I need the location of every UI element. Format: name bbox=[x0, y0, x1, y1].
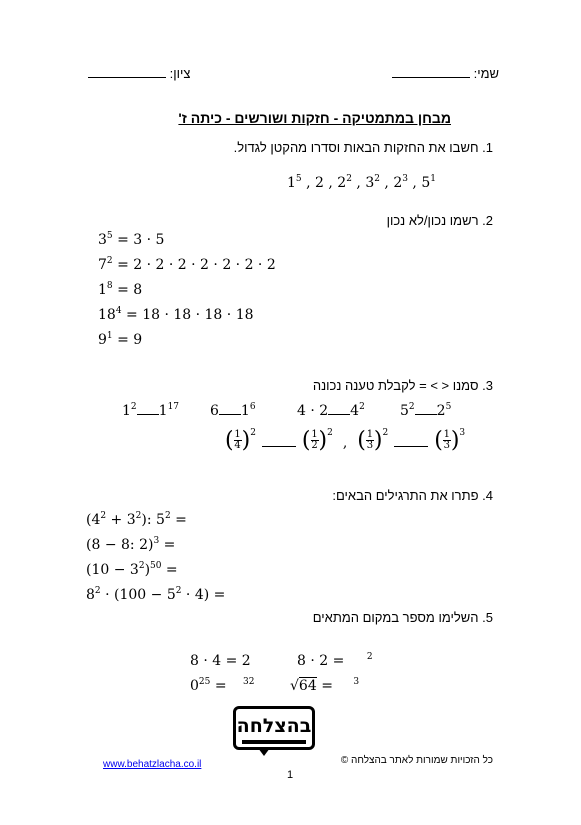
fraction bbox=[443, 430, 451, 451]
expr-part: · (100 − 5 bbox=[100, 587, 176, 603]
q1-item bbox=[421, 175, 436, 191]
q1-items bbox=[287, 175, 436, 191]
q5-line2b-rad: 64 bbox=[298, 678, 317, 694]
q2-row bbox=[98, 307, 254, 323]
q2-lhs bbox=[98, 332, 113, 348]
exponent: 5 bbox=[445, 402, 452, 412]
q2-lhs bbox=[98, 257, 113, 273]
q3-right bbox=[159, 403, 179, 419]
q2-lhs bbox=[98, 307, 122, 323]
q2-row bbox=[98, 257, 276, 273]
q2-rhs: = 2 · 2 · 2 · 2 · 2 · 2 · 2 bbox=[112, 257, 276, 273]
question-number: 4. bbox=[482, 488, 493, 503]
q2-row bbox=[98, 232, 164, 248]
base: 2 bbox=[393, 175, 403, 191]
question-1 bbox=[234, 140, 493, 155]
base: 1 bbox=[122, 403, 131, 419]
fraction-power bbox=[357, 428, 388, 453]
grade-field bbox=[88, 66, 190, 81]
question-text: השלימו מספר במקום המתאים bbox=[312, 610, 479, 625]
paren-open: ( bbox=[301, 428, 311, 453]
q1-item bbox=[365, 175, 380, 191]
expr-part: + 3 bbox=[106, 512, 136, 528]
q5-line2b-sup: 3 bbox=[353, 677, 360, 687]
equals: = bbox=[159, 537, 176, 553]
answer-blank[interactable] bbox=[137, 404, 159, 415]
q4-exercise bbox=[86, 512, 187, 528]
exponent: 2 bbox=[138, 561, 145, 571]
question-text: רשמו נכון/לא נכון bbox=[386, 213, 479, 228]
base: 4 · 2 bbox=[297, 403, 329, 419]
question-3 bbox=[313, 378, 493, 393]
exponent: 8 bbox=[106, 281, 113, 291]
paren-open: ( bbox=[434, 428, 443, 453]
question-number: 3. bbox=[482, 378, 493, 393]
exponent: 2 bbox=[382, 428, 389, 438]
q2-row bbox=[98, 332, 142, 348]
grade-label: ציון: bbox=[169, 66, 191, 81]
exponent: 2 bbox=[250, 428, 256, 438]
answer-blank[interactable] bbox=[328, 404, 350, 415]
q3-comparison bbox=[210, 403, 256, 419]
fraction-power bbox=[302, 428, 333, 453]
exponent: 2 bbox=[408, 402, 415, 412]
expr-part: · 4) bbox=[181, 587, 210, 603]
question-2 bbox=[387, 213, 493, 228]
q2-lhs bbox=[98, 282, 113, 298]
behatzlacha-logo bbox=[233, 706, 315, 750]
exponent: 1 bbox=[430, 174, 436, 184]
question-text: חשבו את החזקות הבאות וסדרו מהקטן לגדול. bbox=[233, 140, 479, 155]
q4-exercise bbox=[86, 562, 178, 578]
exponent: 50 bbox=[150, 561, 162, 571]
q2-lhs bbox=[98, 232, 113, 248]
numerator: 1 bbox=[234, 429, 241, 440]
fraction-power bbox=[225, 428, 256, 453]
paren-close: ) bbox=[318, 428, 328, 453]
logo-underline bbox=[242, 740, 306, 744]
q5-line1b bbox=[297, 653, 373, 669]
exponent: 2 bbox=[100, 511, 107, 521]
question-number: 2. bbox=[482, 213, 493, 228]
exponent: 3 bbox=[153, 536, 160, 546]
sqrt-symbol: √ bbox=[290, 678, 299, 694]
q5-line1b-sup: 2 bbox=[366, 652, 373, 662]
answer-blank[interactable] bbox=[262, 436, 296, 447]
exponent: 17 bbox=[167, 402, 180, 412]
footer-link-wrap bbox=[103, 755, 201, 770]
separator: , bbox=[323, 175, 338, 191]
fraction bbox=[234, 430, 242, 451]
expr-part: (10 − 3 bbox=[86, 562, 139, 578]
exponent: 2 bbox=[346, 174, 352, 184]
separator: , bbox=[407, 175, 422, 191]
paren-open: ( bbox=[357, 428, 366, 453]
base: 1 bbox=[287, 175, 296, 191]
name-blank[interactable] bbox=[392, 67, 470, 78]
exponent: 2 bbox=[359, 402, 365, 412]
base: 1 bbox=[240, 403, 250, 419]
denominator: 3 bbox=[443, 440, 450, 451]
q3-compare-row-2 bbox=[225, 428, 465, 453]
fraction bbox=[311, 430, 319, 451]
exponent: 2 bbox=[164, 511, 171, 521]
expr-part: ) bbox=[144, 562, 151, 578]
q3-comparison bbox=[297, 403, 365, 419]
q5-line2a-base: 0 bbox=[190, 678, 199, 694]
q1-powers-list bbox=[287, 175, 436, 191]
q5-line2a bbox=[190, 678, 254, 694]
exponent: 1 bbox=[106, 331, 113, 341]
base: 5 bbox=[421, 175, 431, 191]
denominator: 4 bbox=[234, 440, 241, 451]
question-text: סמנו < > = לקבלת טענה נכונה bbox=[312, 378, 479, 393]
logo-speech-tail bbox=[258, 748, 270, 756]
numerator: 1 bbox=[311, 429, 318, 440]
question-number: 1. bbox=[482, 140, 493, 155]
exponent: 2 bbox=[94, 586, 101, 596]
equals: = bbox=[209, 587, 226, 603]
base: 1 bbox=[158, 403, 168, 419]
base: 18 bbox=[98, 307, 116, 323]
q2-rhs: = 8 bbox=[112, 282, 143, 298]
exponent: 4 bbox=[115, 306, 122, 316]
numerator: 1 bbox=[366, 429, 374, 440]
q2-rhs: = 9 bbox=[112, 332, 143, 348]
numerator: 1 bbox=[443, 429, 450, 440]
q3-left bbox=[400, 403, 415, 419]
q2-rhs: = 18 · 18 · 18 · 18 bbox=[121, 307, 254, 323]
site-link[interactable]: www.behatzlacha.co.il bbox=[103, 759, 202, 770]
q3-left bbox=[210, 403, 219, 419]
base: 2 bbox=[337, 175, 347, 191]
denominator: 3 bbox=[366, 440, 374, 451]
base: 2 bbox=[436, 403, 446, 419]
question-5 bbox=[313, 610, 493, 625]
exponent: 5 bbox=[106, 231, 113, 241]
q2-rhs: = 3 · 5 bbox=[112, 232, 165, 248]
q5-line2a-eq: = bbox=[210, 678, 227, 694]
q3-comparison bbox=[400, 403, 451, 419]
page-title: מבחן במתמטיקה - חזקות ושורשים - כיתה ז' bbox=[178, 110, 451, 126]
exponent: 3 bbox=[459, 428, 466, 438]
name-field bbox=[392, 66, 499, 81]
paren-close: ) bbox=[241, 428, 251, 453]
q3-left bbox=[122, 403, 137, 419]
exponent: 2 bbox=[327, 428, 333, 438]
q5-line2a-exp: 25 bbox=[198, 677, 211, 687]
answer-blank[interactable] bbox=[394, 436, 428, 447]
equals: = bbox=[161, 562, 178, 578]
base: 1 bbox=[98, 282, 107, 298]
exponent: 6 bbox=[249, 402, 256, 412]
grade-blank[interactable] bbox=[88, 67, 166, 78]
q3-right bbox=[437, 403, 452, 419]
expr-part: ): 5 bbox=[141, 512, 165, 528]
paren-close: ) bbox=[373, 428, 383, 453]
question-4 bbox=[332, 488, 493, 503]
question-text: פתרו את התרגילים הבאים: bbox=[332, 488, 479, 503]
question-number: 5. bbox=[482, 610, 493, 625]
q3-left bbox=[297, 403, 328, 419]
denominator: 2 bbox=[311, 440, 318, 451]
fraction bbox=[366, 430, 374, 451]
q5-line2b-eq: = bbox=[316, 678, 333, 694]
base: 3 bbox=[98, 232, 107, 248]
expr-part: (8 − 8: 2) bbox=[86, 537, 154, 553]
exponent: 2 bbox=[374, 174, 380, 184]
expr-part: 8 bbox=[86, 587, 95, 603]
base: 9 bbox=[98, 332, 107, 348]
name-label: שמי: bbox=[473, 66, 499, 81]
exponent: 2 bbox=[175, 586, 182, 596]
base: 4 bbox=[350, 403, 360, 419]
separator: , bbox=[301, 175, 316, 191]
page-number: 1 bbox=[287, 769, 294, 781]
q4-exercise bbox=[86, 537, 175, 553]
base: 6 bbox=[210, 403, 219, 419]
base: 7 bbox=[98, 257, 107, 273]
answer-blank[interactable] bbox=[415, 404, 437, 415]
base: 2 bbox=[315, 175, 324, 191]
equals: = bbox=[170, 512, 187, 528]
fraction-power bbox=[434, 428, 465, 453]
q3-right bbox=[350, 403, 365, 419]
exponent: 2 bbox=[135, 511, 142, 521]
exponent: 5 bbox=[295, 174, 302, 184]
q5-line1a: 8 · 4 = 2 bbox=[190, 653, 251, 669]
logo-text: בהצלחה bbox=[236, 715, 312, 737]
q4-exercise bbox=[86, 587, 225, 603]
paren-close: ) bbox=[450, 428, 460, 453]
separator: , bbox=[379, 175, 394, 191]
separator: , bbox=[342, 435, 348, 451]
exponent: 2 bbox=[130, 402, 137, 412]
exponent: 2 bbox=[106, 256, 113, 266]
q5-line2b bbox=[290, 678, 359, 694]
q3-comparison bbox=[122, 403, 179, 419]
q1-item bbox=[315, 175, 324, 191]
separator: , bbox=[351, 175, 366, 191]
q5-line1b-expr: 8 · 2 = bbox=[297, 653, 345, 669]
answer-blank[interactable] bbox=[219, 404, 241, 415]
copyright: כל הזכויות שמורות לאתר בהצלחה © bbox=[340, 755, 493, 766]
base: 5 bbox=[400, 403, 409, 419]
base: 3 bbox=[365, 175, 375, 191]
q5-line2a-sup: 32 bbox=[243, 677, 255, 687]
expr-part: (4 bbox=[86, 512, 101, 528]
q1-item bbox=[287, 175, 302, 191]
q1-item bbox=[393, 175, 408, 191]
q1-item bbox=[337, 175, 352, 191]
q3-right bbox=[241, 403, 256, 419]
exponent: 3 bbox=[402, 174, 408, 184]
q2-row bbox=[98, 282, 142, 298]
paren-open: ( bbox=[225, 428, 234, 453]
